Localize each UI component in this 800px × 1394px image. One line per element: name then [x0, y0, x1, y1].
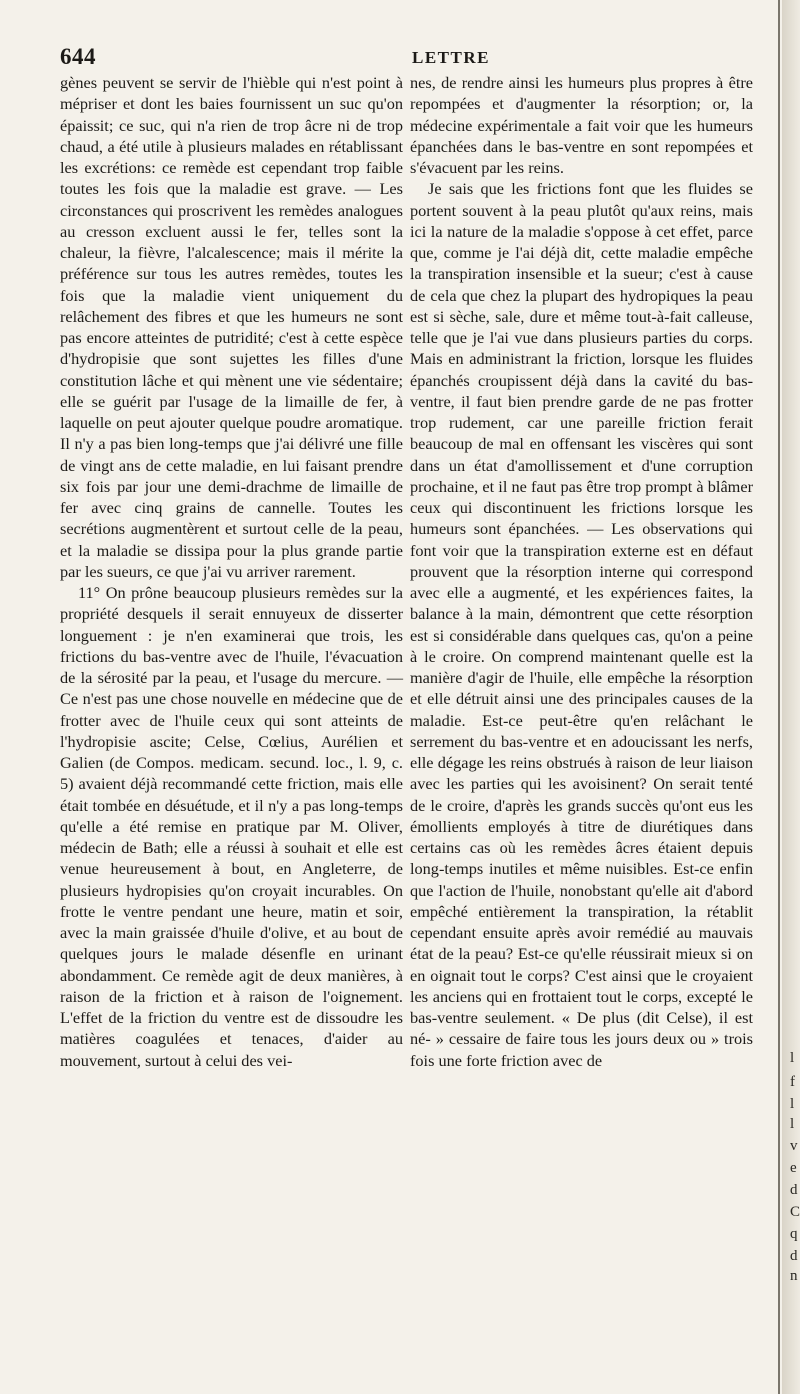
right-column	[410, 72, 753, 1071]
edge-glyph: f	[790, 1074, 795, 1090]
paragraph: 11° On prône beaucoup plusieurs remèdes sur la propriété desquels il serait ennuyeux de disserter longuement : je n'en examinerai que trois, les frictions du bas-ventre avec de l'huile, l'évacuation de la sérosité par la peau, et l'usage du mercure. — Ce n'est pas une chose nouvelle en médecine que de frotter avec de l'huile ceux qui sont atteints de l'hydropisie ascite; Celse, Cœlius, Aurélien et Galien (de Compos. medicam. secund. loc., l. 9, c. 5) avaient déjà recommandé cette friction, mais elle était tombée en désuétude, et il n'y a pas long-temps qu'elle a été remise en pratique par M. Oliver, médecin de Bath; elle a réussi à souhait et elle est venue heureusement à bout, en Angleterre, de plusieurs hydropisies qu'on croyait incurables. On frotte le ventre pendant une heure, matin et soir, avec la main graissée d'huile d'olive, et au bout de quelques jours le malade désenfle en urinant abondamment. Ce remède agit de deux manières, à raison de la friction et à raison de l'oignement. L'effet de la friction du ventre est de dissoudre les matières coagulées et tenaces, d'aider au mouvement, surtout à celui des vei-	[60, 583, 403, 1070]
page-header	[60, 44, 760, 72]
edge-glyph: C	[790, 1204, 800, 1220]
edge-glyph: l	[790, 1050, 795, 1066]
edge-glyph: q	[790, 1226, 798, 1242]
edge-glyph: l	[790, 1116, 795, 1132]
edge-glyph: n	[790, 1268, 798, 1284]
edge-glyph: v	[790, 1138, 798, 1154]
page-edge	[772, 0, 800, 1394]
edge-glyph: d	[790, 1182, 798, 1198]
edge-glyph: e	[790, 1160, 797, 1176]
running-head: LETTRE	[412, 48, 490, 67]
edge-glyph: l	[790, 1096, 795, 1112]
left-column	[60, 72, 403, 1071]
paragraph: gènes peuvent se servir de l'hièble qui n'est point à mépriser et dont les baies fournissent un suc qu'on épaissit; ce suc, qui n'a rien de trop âcre ni de trop chaud, a été utile à plusieurs malades en rétablissant les excrétions: ce remède est cependant trop faible toutes les fois que la maladie est grave. — Les circonstances qui proscrivent les remèdes analogues au cresson excluent aussi le fer, telles sont la chaleur, la fièvre, l'alcalescence; mais il mérite la préférence sur tous les autres remèdes, toutes les fois que la maladie vient uniquement du relâchement des fibres et que les humeurs ne sont pas encore atteintes de putridité; c'est à cette espèce d'hydropisie que sont sujettes les filles d'une constitution lâche et qui mènent une vie sédentaire; elle se guérit par l'usage de la limaille de fer, à laquelle on peut ajouter quelque poudre aromatique. Il n'y a pas bien long-temps que j'ai délivré une fille de vingt ans de cette maladie, en lui faisant prendre six fois par jour une demi-drachme de limaille de fer avec cinq grains de cannelle. Toutes les secrétions augmentèrent et surtout celle de la peau, et la maladie se dissipa pour la plus grande partie par les sueurs, ce que j'ai vu arriver rarement.	[60, 73, 403, 581]
binding-line	[778, 0, 780, 1394]
paragraph: nes, de rendre ainsi les humeurs plus propres à être repompées et d'augmenter la résorption; or, la médecine expérimentale a fait voir que les humeurs épanchées dans le bas-ventre en sont repompées et s'évacuent par les reins.	[410, 73, 753, 177]
edge-glyph: d	[790, 1248, 798, 1264]
page-number: 644	[60, 44, 96, 69]
paragraph: Je sais que les frictions font que les fluides se portent souvent à la peau plutôt qu'aux reins, mais ici la nature de la maladie s'oppose à cet effet, parce que, comme je l'ai déjà dit, cette maladie empêche la transpiration insensible et la sueur; c'est à cause de cela que chez la plupart des hydropiques la peau est si sèche, sale, dure et même tout-à-fait calleuse, telle que je l'ai vue dans plusieurs parties du corps. Mais en administrant la friction, lorsque les fluides épanchés croupissent déjà dans la cavité du bas-ventre, il faut bien prendre garde de ne pas frotter trop rudement, car une pareille friction ferait beaucoup de mal en offensant les viscères qui sont dans un état d'amollissement et d'une corruption prochaine, et il ne faut pas être trop prompt à blâmer ceux qui discontinuent les frictions lorsque les humeurs sont épanchées. — Les observations qui font voir que la transpiration externe est en défaut prouvent que la résorption interne qui correspond avec elle a augmenté, et les expériences faites, la balance à la main, démontrent que cette résorption est si considérable dans quelques cas, qu'on a peine à le croire. On comprend maintenant quelle est la manière d'agir de l'huile, elle empêche la résorption et elle détruit ainsi une des principales causes de la maladie. Est-ce peut-être qu'en relâchant le serrement du bas-ventre et en adoucissant les nerfs, elle dégage les reins obstrués à raison de leur liaison avec les parties qui les avoisinent? On serait tenté de le croire, d'après les grands succès qu'ont eus les émollients employés à titre de diurétiques dans certains cas où les remèdes âcres étaient depuis long-temps inutiles et même nuisibles. Est-ce enfin que l'action de l'huile, nonobstant qu'elle ait d'abord empêché entièrement la transpiration, la rétablit cependant ensuite après avoir remédié au mauvais état de la peau? Est-ce qu'elle réussirait mieux si on en oignait tout le corps? C'est ainsi que le croyaient les anciens qui en frottaient tout le corps, excepté le bas-ventre seulement. « De plus (dit Celse), il est né- » cessaire de faire tous les jours deux ou » trois fois une forte friction avec de	[410, 179, 753, 1070]
